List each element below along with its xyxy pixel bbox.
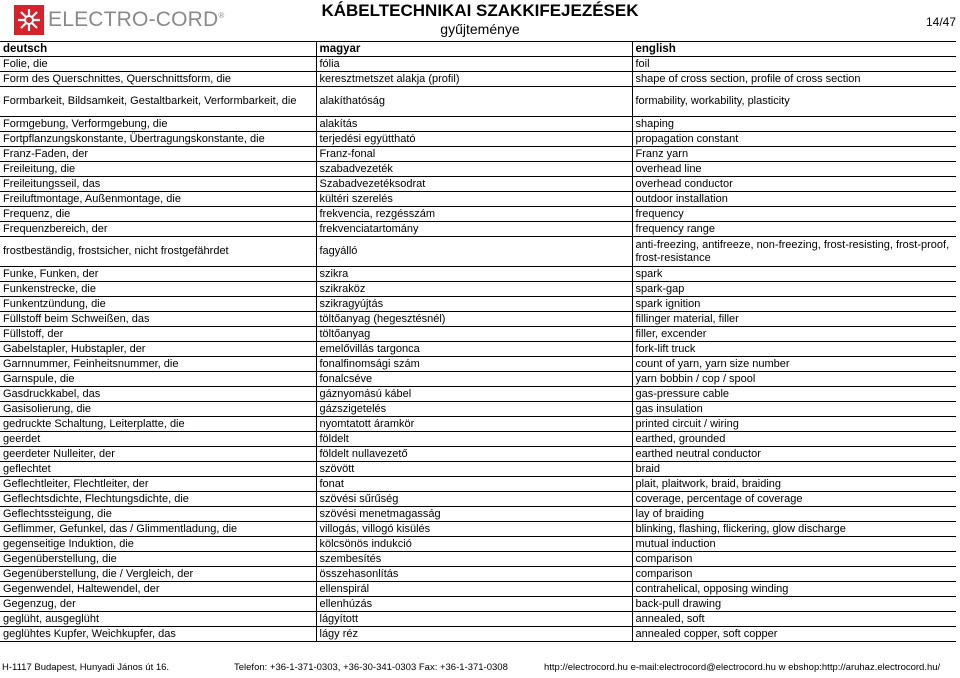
- page-footer: [0, 662, 960, 676]
- table-row: [0, 72, 956, 87]
- cell-deutsch: Geflechtssteigung, die: [0, 507, 316, 522]
- cell-deutsch: Frequenzbereich, der: [0, 222, 316, 237]
- table-row: [0, 417, 956, 432]
- table-row: [0, 177, 956, 192]
- cell-english: formability, workability, plasticity: [632, 87, 956, 117]
- table-row: [0, 147, 956, 162]
- cell-magyar: alakíthatóság: [316, 87, 632, 117]
- cell-magyar: frekvencia, rezgésszám: [316, 207, 632, 222]
- cell-magyar: nyomtatott áramkör: [316, 417, 632, 432]
- cell-deutsch: Gegenüberstellung, die: [0, 552, 316, 567]
- table-row: [0, 162, 956, 177]
- cell-deutsch: gegenseitige Induktion, die: [0, 537, 316, 552]
- cell-magyar: összehasonlítás: [316, 567, 632, 582]
- title-main: KÁBELTECHNIKAI SZAKKIFEJEZÉSEK: [321, 1, 639, 20]
- table-row: [0, 342, 956, 357]
- cell-english: spark: [632, 267, 956, 282]
- cell-magyar: villogás, villogó kisülés: [316, 522, 632, 537]
- cell-english: overhead conductor: [632, 177, 956, 192]
- cell-english: comparison: [632, 552, 956, 567]
- cell-magyar: töltőanyag (hegesztésnél): [316, 312, 632, 327]
- cell-english: braid: [632, 462, 956, 477]
- cell-magyar: frekvenciatartomány: [316, 222, 632, 237]
- cell-magyar: szövött: [316, 462, 632, 477]
- cell-deutsch: Gasisolierung, die: [0, 402, 316, 417]
- page-header: [0, 0, 960, 40]
- cell-deutsch: Freileitung, die: [0, 162, 316, 177]
- cell-deutsch: Gabelstapler, Hubstapler, der: [0, 342, 316, 357]
- cell-english: Franz yarn: [632, 147, 956, 162]
- cell-deutsch: Folie, die: [0, 57, 316, 72]
- footer-web: http://electrocord.hu e-mail:electrocord@electrocord.hu w ebshop:http://aruhaz.electrocord.hu/: [544, 662, 941, 673]
- table-row: [0, 192, 956, 207]
- table-row: [0, 117, 956, 132]
- cell-english: lay of braiding: [632, 507, 956, 522]
- table-row: [0, 477, 956, 492]
- cell-magyar: szövési sűrűség: [316, 492, 632, 507]
- table-row: [0, 357, 956, 372]
- table-row: [0, 432, 956, 447]
- cell-english: frequency range: [632, 222, 956, 237]
- cell-english: mutual induction: [632, 537, 956, 552]
- cell-deutsch: Franz-Faden, der: [0, 147, 316, 162]
- cell-deutsch: Freileitungsseil, das: [0, 177, 316, 192]
- cell-magyar: szövési menetmagasság: [316, 507, 632, 522]
- table-row: [0, 582, 956, 597]
- table-row: [0, 612, 956, 627]
- cell-magyar: Franz-fonal: [316, 147, 632, 162]
- page-number: 14/47: [925, 15, 956, 29]
- cell-deutsch: Funkenstrecke, die: [0, 282, 316, 297]
- table-row: [0, 507, 956, 522]
- cell-deutsch: geerdet: [0, 432, 316, 447]
- cell-deutsch: Geflimmer, Gefunkel, das / Glimmentladung, die: [0, 522, 316, 537]
- cell-magyar: gáznyomású kábel: [316, 387, 632, 402]
- table-row: [0, 282, 956, 297]
- cell-deutsch: Form des Querschnittes, Querschnittsform, die: [0, 72, 316, 87]
- cell-english: fillinger material, filler: [632, 312, 956, 327]
- cell-english: back-pull drawing: [632, 597, 956, 612]
- cell-deutsch: Freiluftmontage, Außenmontage, die: [0, 192, 316, 207]
- glossary-table: [0, 41, 956, 642]
- cell-magyar: Szabadvezetéksodrat: [316, 177, 632, 192]
- cell-deutsch: geglühtes Kupfer, Weichkupfer, das: [0, 627, 316, 642]
- cell-magyar: fonalcséve: [316, 372, 632, 387]
- table-row: [0, 57, 956, 72]
- cell-magyar: földelt nullavezető: [316, 447, 632, 462]
- cell-magyar: szikra: [316, 267, 632, 282]
- cell-deutsch: Geflechtleiter, Flechtleiter, der: [0, 477, 316, 492]
- cell-magyar: ellenspirál: [316, 582, 632, 597]
- cell-deutsch: Formbarkeit, Bildsamkeit, Gestaltbarkeit, Verformbarkeit, die: [0, 87, 316, 117]
- cell-magyar: fonat: [316, 477, 632, 492]
- cell-deutsch: Gegenüberstellung, die / Vergleich, der: [0, 567, 316, 582]
- cell-deutsch: Frequenz, die: [0, 207, 316, 222]
- cell-english: overhead line: [632, 162, 956, 177]
- cell-magyar: keresztmetszet alakja (profil): [316, 72, 632, 87]
- electro-cord-logo-icon: [14, 5, 44, 35]
- cell-english: propagation constant: [632, 132, 956, 147]
- cell-magyar: fólia: [316, 57, 632, 72]
- cell-deutsch: Funkentzündung, die: [0, 297, 316, 312]
- cell-deutsch: Füllstoff, der: [0, 327, 316, 342]
- title-sub: gyűjteménye: [440, 21, 520, 37]
- document-title: [250, 1, 710, 39]
- table-row: [0, 312, 956, 327]
- table-row: [0, 297, 956, 312]
- cell-english: earthed, grounded: [632, 432, 956, 447]
- cell-magyar: szikraköz: [316, 282, 632, 297]
- cell-deutsch: geglüht, ausgeglüht: [0, 612, 316, 627]
- table-row: [0, 87, 956, 117]
- cell-english: gas-pressure cable: [632, 387, 956, 402]
- cell-deutsch: Gegenzug, der: [0, 597, 316, 612]
- cell-english: shaping: [632, 117, 956, 132]
- table-row: [0, 267, 956, 282]
- cell-magyar: kültéri szerelés: [316, 192, 632, 207]
- cell-magyar: szabadvezeték: [316, 162, 632, 177]
- cell-deutsch: gedruckte Schaltung, Leiterplatte, die: [0, 417, 316, 432]
- cell-english: plait, plaitwork, braid, braiding: [632, 477, 956, 492]
- cell-magyar: lágyított: [316, 612, 632, 627]
- cell-magyar: gázszigetelés: [316, 402, 632, 417]
- cell-deutsch: geflechtet: [0, 462, 316, 477]
- cell-deutsch: Garnnummer, Feinheitsnummer, die: [0, 357, 316, 372]
- cell-english: yarn bobbin / cop / spool: [632, 372, 956, 387]
- table-row: [0, 132, 956, 147]
- cell-english: spark-gap: [632, 282, 956, 297]
- cell-deutsch: Funke, Funken, der: [0, 267, 316, 282]
- table-row: [0, 567, 956, 582]
- cell-magyar: szembesítés: [316, 552, 632, 567]
- table-row: [0, 402, 956, 417]
- cell-magyar: lágy réz: [316, 627, 632, 642]
- table-row: [0, 462, 956, 477]
- table-row: [0, 207, 956, 222]
- table-header-row: [0, 42, 956, 57]
- column-header-magyar: magyar: [316, 42, 632, 57]
- company-logo: [14, 5, 225, 35]
- cell-english: spark ignition: [632, 297, 956, 312]
- cell-deutsch: Formgebung, Verformgebung, die: [0, 117, 316, 132]
- cell-english: blinking, flashing, flickering, glow discharge: [632, 522, 956, 537]
- cell-english: coverage, percentage of coverage: [632, 492, 956, 507]
- table-row: [0, 372, 956, 387]
- cell-english: contrahelical, opposing winding: [632, 582, 956, 597]
- cell-english: annealed copper, soft copper: [632, 627, 956, 642]
- cell-english: outdoor installation: [632, 192, 956, 207]
- cell-magyar: töltőanyag: [316, 327, 632, 342]
- cell-magyar: kölcsönös indukció: [316, 537, 632, 552]
- cell-english: annealed, soft: [632, 612, 956, 627]
- cell-english: printed circuit / wiring: [632, 417, 956, 432]
- cell-english: filler, excender: [632, 327, 956, 342]
- cell-english: count of yarn, yarn size number: [632, 357, 956, 372]
- cell-deutsch: Garnspule, die: [0, 372, 316, 387]
- cell-deutsch: Gasdruckkabel, das: [0, 387, 316, 402]
- cell-magyar: alakítás: [316, 117, 632, 132]
- table-row: [0, 627, 956, 642]
- table-row: [0, 387, 956, 402]
- table-row: [0, 237, 956, 267]
- cell-deutsch: Füllstoff beim Schweißen, das: [0, 312, 316, 327]
- cell-magyar: fonalfinomsági szám: [316, 357, 632, 372]
- logo-text: ELECTRO-CORD®: [48, 8, 225, 31]
- table-row: [0, 222, 956, 237]
- cell-magyar: ellenhúzás: [316, 597, 632, 612]
- cell-deutsch: frostbeständig, frostsicher, nicht frostgefährdet: [0, 237, 316, 267]
- column-header-english: english: [632, 42, 956, 57]
- cell-english: foil: [632, 57, 956, 72]
- table-row: [0, 537, 956, 552]
- cell-english: earthed neutral conductor: [632, 447, 956, 462]
- cell-magyar: fagyálló: [316, 237, 632, 267]
- cell-magyar: emelővillás targonca: [316, 342, 632, 357]
- table-row: [0, 552, 956, 567]
- column-header-deutsch: deutsch: [0, 42, 316, 57]
- cell-magyar: szikragyújtás: [316, 297, 632, 312]
- cell-english: frequency: [632, 207, 956, 222]
- table-row: [0, 597, 956, 612]
- cell-deutsch: Fortpflanzungskonstante, Übertragungskonstante, die: [0, 132, 316, 147]
- cell-deutsch: Geflechtsdichte, Flechtungsdichte, die: [0, 492, 316, 507]
- footer-address: H-1117 Budapest, Hunyadi János út 16.: [2, 662, 170, 673]
- cell-english: fork-lift truck: [632, 342, 956, 357]
- cell-deutsch: geerdeter Nulleiter, der: [0, 447, 316, 462]
- cell-magyar: terjedési együttható: [316, 132, 632, 147]
- table-row: [0, 447, 956, 462]
- cell-english: comparison: [632, 567, 956, 582]
- table-row: [0, 522, 956, 537]
- table-row: [0, 492, 956, 507]
- cell-magyar: földelt: [316, 432, 632, 447]
- table-row: [0, 327, 956, 342]
- footer-phone: Telefon: +36-1-371-0303, +36-30-341-0303 Fax: +36-1-371-0308: [234, 662, 508, 673]
- cell-english: anti-freezing, antifreeze, non-freezing, frost-resisting, frost-proof, frost-resistance: [632, 237, 956, 267]
- cell-english: shape of cross section, profile of cross section: [632, 72, 956, 87]
- glossary-body: [0, 57, 956, 642]
- cell-english: gas insulation: [632, 402, 956, 417]
- cell-deutsch: Gegenwendel, Haltewendel, der: [0, 582, 316, 597]
